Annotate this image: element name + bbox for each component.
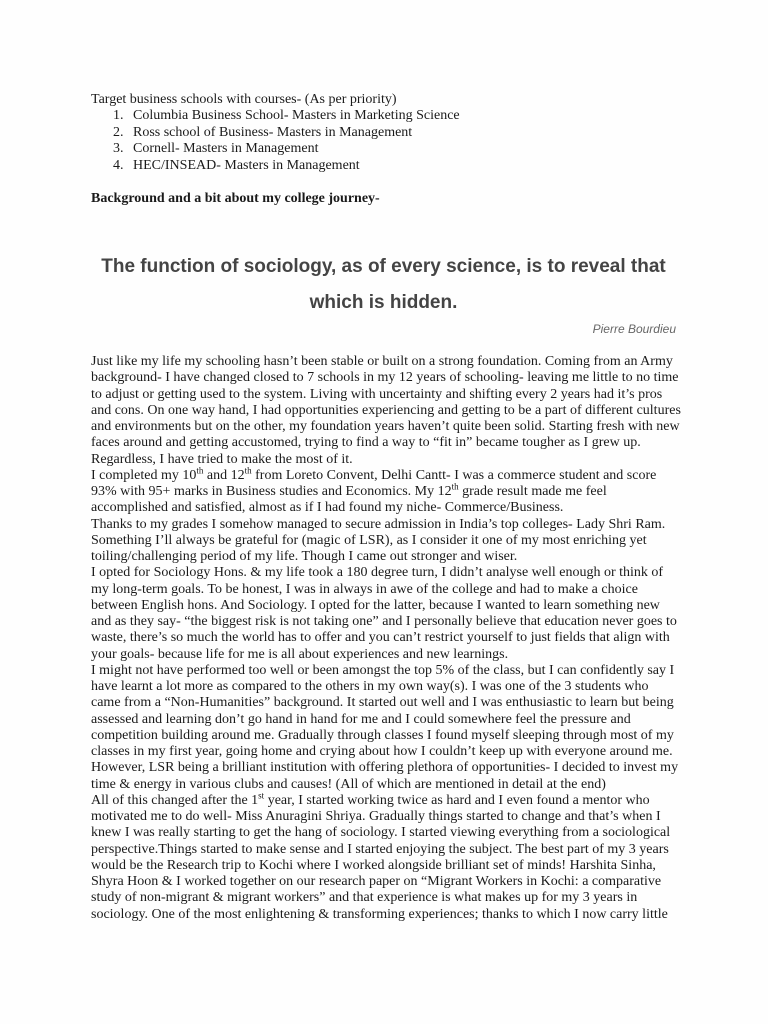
superscript: th bbox=[244, 465, 252, 476]
paragraph: Just like my life my schooling hasn’t been stable or built on a strong foundation. Coming from an Army background- I have changed closed to 7 schools in my 12 years of schooling- leaving me little to no time to adjust or getting used to the system. Living with uncertainty and shifting every 2 years had it’s pros and cons. On one way hand, I had opportunities experiencing and getting to be a part of different cultures and environments but on the other, my foundation years haven’t quite been solid. Starting fresh with new faces around and getting accustomed, trying to find a way to “fit in” became tougher as I grew up. Regardless, I have tried to make the most of it. bbox=[91, 354, 681, 467]
paragraph: I might not have performed too well or been amongst the top 5% of the class, but I can confidently say I have learnt a lot more as compared to the others in my own way(s). I was one of the 3 students who came from a “Non-Humanities” background. It started out well and I was enthusiastic to learn but being assessed and learning don’t go hand in hand for me and I could somewhere feel the pressure and competition building around me. Gradually through classes I found myself sleeping through most of my classes in my first year, going home and crying about how I couldn’t keep up with everyone around me. However, LSR being a brilliant institution with offering plethora of opportunities- I decided to invest my time & energy in various clubs and causes! (All of which are mentioned in detail at the end) bbox=[91, 662, 679, 792]
section-heading: Background and a bit about my college journey- bbox=[91, 191, 380, 206]
body-text bbox=[91, 354, 681, 923]
list-number: 4. bbox=[113, 157, 124, 173]
list-item bbox=[91, 125, 460, 142]
superscript: th bbox=[451, 481, 459, 492]
list-item bbox=[91, 158, 460, 175]
text-run: and 12 bbox=[203, 467, 245, 483]
course-list bbox=[91, 108, 460, 174]
pull-quote: The function of sociology, as of every science, is to reveal that which is hidden. bbox=[101, 256, 666, 313]
text-run: from Loreto Convent, Delhi Cantt- I was a commerce student and score 93% with 95+ marks in Business studies and Economics. My 12 bbox=[91, 467, 657, 499]
paragraph bbox=[91, 465, 681, 517]
paragraph: Thanks to my grades I somehow managed to secure admission in India’s top colleges- Lady Shri Ram. Something I’ll always be grateful for (magic of LSR), as I consider it one of my most enriching yet toiling/challenging period of my life. Though I came out stronger and wiser. bbox=[91, 516, 666, 564]
list-text: Ross school of Business- Masters in Management bbox=[133, 124, 413, 140]
list-text: Columbia Business School- Masters in Marketing Science bbox=[133, 108, 460, 123]
list-number: 3. bbox=[113, 141, 124, 156]
superscript: st bbox=[258, 790, 265, 801]
text-run: grade result made me feel accomplished and satisfied, almost as if I had found my niche- Commerce/Business. bbox=[91, 484, 607, 516]
list-number: 1. bbox=[113, 108, 124, 123]
intro-line: Target business schools with courses- (As per priority) bbox=[91, 92, 397, 107]
list-text: Cornell- Masters in Management bbox=[133, 141, 319, 156]
paragraph bbox=[91, 790, 681, 923]
list-item bbox=[91, 141, 460, 158]
paragraph: I opted for Sociology Hons. & my life took a 180 degree turn, I didn’t analyse well enough or think of my long-term goals. To be honest, I was in always in awe of the college and had to make a choice between English hons. And Sociology. I opted for the latter, because I wanted to learn something new and as they say- “the biggest risk is not taking one” and I personally believe that education never goes to waste, there’s so much the world has to offer and you can’t restrict yourself to just fields that align with your goals- because life for me is all about experiences and new learnings. bbox=[91, 565, 677, 662]
list-item bbox=[91, 108, 460, 125]
list-number: 2. bbox=[113, 124, 124, 140]
text-run: year, I started working twice as hard and I even found a mentor who motivated me to do well- Miss Anuragini Shriya. Gradually things started to change and that’s when I knew I was really starting to get the hang of sociology. I started viewing everything from a sociological perspective.Things started to make sense and I started enjoying the subject. The best part of my 3 years would be the Research trip to Kochi where I worked alongside brilliant set of minds! Harshita Sinha, Shyra Hoon & I worked together on our research paper on “Migrant Workers in Kochi: a comparative study of non-migrant & migrant workers” and that experience is what makes up for my 3 years in sociology. One of the most enlightening & transforming experiences; thanks to which I now carry little bbox=[91, 792, 671, 922]
text-run: All of this changed after the 1 bbox=[91, 792, 259, 808]
list-text: HEC/INSEAD- Masters in Management bbox=[133, 157, 360, 173]
text-run: I completed my 10 bbox=[91, 467, 197, 483]
superscript: th bbox=[196, 465, 204, 476]
quote-attribution: Pierre Bourdieu bbox=[592, 322, 676, 336]
